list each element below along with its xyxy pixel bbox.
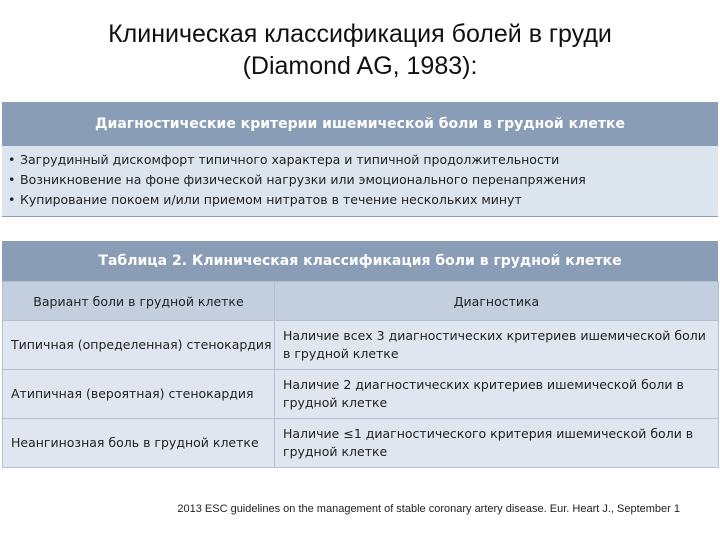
criteria-item-text: Купирование покоем и/или приемом нитратов в течение нескольких минут <box>20 192 522 207</box>
slide-title <box>0 18 720 82</box>
table-row <box>3 321 719 370</box>
table-cell-diagnostics: Наличие ≤1 диагностического критерия ишемической боли в грудной клетке <box>275 419 719 468</box>
table-row <box>3 419 719 468</box>
table-cell-diagnostics: Наличие всех 3 диагностических критериев ишемической боли в грудной клетке <box>275 321 719 370</box>
column-header-diagnostics: Диагностика <box>275 282 719 321</box>
table-cell-variant: Неангинозная боль в грудной клетке <box>3 419 275 468</box>
criteria-item: • Купирование покоем и/или приемом нитратов в течение нескольких минут <box>8 192 522 207</box>
criteria-item: • Загрудинный дискомфорт типичного характера и типичной продолжительности <box>8 152 560 167</box>
criteria-item: • Возникновение на фоне физической нагрузки или эмоционального перенапряжения <box>8 172 586 187</box>
criteria-item-text: Возникновение на фоне физической нагрузки или эмоционального перенапряжения <box>20 172 586 187</box>
table-cell-diagnostics: Наличие 2 диагностических критериев ишемической боли в грудной клетке <box>275 370 719 419</box>
table-header-row <box>3 282 719 321</box>
criteria-divider <box>2 216 718 217</box>
table-cell-variant: Типичная (определенная) стенокардия <box>3 321 275 370</box>
criteria-heading: Диагностические критерии ишемической боли в грудной клетке <box>2 102 718 146</box>
table-row <box>3 370 719 419</box>
slide-title-line-1: Клиническая классификация болей в груди <box>108 20 612 48</box>
criteria-list <box>2 146 718 216</box>
table-heading: Таблица 2. Клиническая классификация боли в грудной клетке <box>2 241 718 281</box>
slide-title-line-2: (Diamond AG, 1983): <box>242 52 478 80</box>
citation: 2013 ESC guidelines on the management of stable coronary artery disease. Eur. Heart J., September 1 <box>177 503 680 515</box>
criteria-item-text: Загрудинный дискомфорт типичного характера и типичной продолжительности <box>20 152 560 167</box>
criteria-panel <box>2 102 718 216</box>
column-header-variant: Вариант боли в грудной клетке <box>3 282 275 321</box>
classification-table-panel <box>2 241 718 468</box>
table-cell-variant: Атипичная (вероятная) стенокардия <box>3 370 275 419</box>
classification-table <box>2 281 719 468</box>
